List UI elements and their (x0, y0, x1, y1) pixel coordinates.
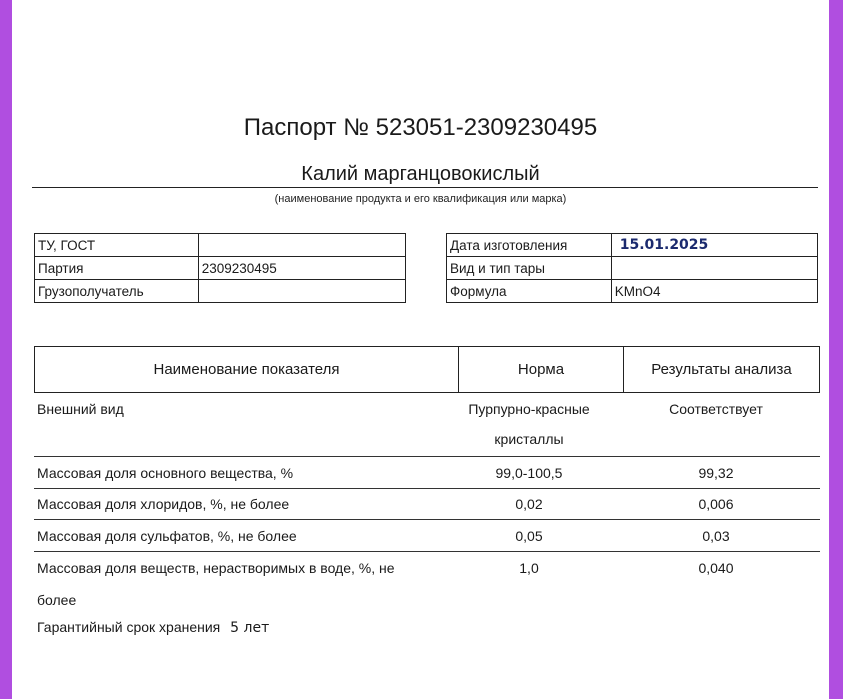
header-indicator-name: Наименование показателя (153, 361, 340, 378)
warranty-value: 5 лет (230, 620, 270, 636)
formula-value: KMnO4 (611, 280, 817, 303)
info-table-right (446, 233, 818, 303)
manufacture-date-value: 15.01.2025 (611, 234, 817, 257)
passport-page (12, 0, 829, 699)
info-table-left (34, 233, 406, 303)
row-appearance-norm-line1: Пурпурно-красные (468, 401, 590, 417)
table-row (447, 280, 818, 303)
row-insoluble-name-line2: более (37, 592, 77, 608)
row-insoluble-norm: 1,0 (519, 560, 539, 576)
row-divider (34, 456, 820, 457)
header-norm: Норма (517, 361, 565, 378)
analysis-header (34, 346, 820, 393)
table-row (35, 280, 406, 303)
row-divider (34, 519, 820, 520)
row-appearance-result: Соответствует (669, 401, 763, 417)
row-main-substance-result: 99,32 (698, 465, 734, 481)
row-chlorides-name: Массовая доля хлоридов, %, не более (37, 496, 290, 512)
table-row (35, 257, 406, 280)
table-row (447, 234, 818, 257)
consignee-value (198, 280, 405, 303)
manufacture-date-label: Дата изготовления (447, 234, 612, 257)
product-caption: (наименование продукта и его квалификация или марка) (274, 193, 567, 205)
table-row (35, 234, 406, 257)
row-sulfates-result: 0,03 (702, 528, 730, 544)
product-underline (32, 187, 818, 188)
header-results: Результаты анализа (651, 361, 792, 378)
consignee-label: Грузополучатель (35, 280, 199, 303)
table-row (447, 257, 818, 280)
row-appearance-norm-line2: кристаллы (494, 431, 564, 447)
row-divider (34, 551, 820, 552)
row-main-substance-norm: 99,0-100,5 (495, 465, 563, 481)
product-name: Калий марганцовокислый (301, 163, 540, 185)
tu-gost-value (198, 234, 405, 257)
batch-label: Партия (35, 257, 199, 280)
row-main-substance-name: Массовая доля основного вещества, % (37, 465, 294, 481)
row-chlorides-norm: 0,02 (515, 496, 543, 512)
row-sulfates-name: Массовая доля сульфатов, %, не более (37, 528, 297, 544)
container-type-label: Вид и тип тары (447, 257, 612, 280)
row-appearance-name: Внешний вид (37, 401, 124, 417)
warranty-line (37, 619, 269, 636)
row-sulfates-norm: 0,05 (515, 528, 543, 544)
row-insoluble-name-line1: Массовая доля веществ, нерастворимых в воде, %, не (37, 560, 395, 576)
warranty-label: Гарантийный срок хранения (37, 619, 221, 635)
formula-label: Формула (447, 280, 612, 303)
row-insoluble-result: 0,040 (698, 560, 734, 576)
row-chlorides-result: 0,006 (698, 496, 734, 512)
batch-value: 2309230495 (198, 257, 405, 280)
passport-title: Паспорт № 523051-2309230495 (243, 114, 598, 141)
container-type-value (611, 257, 817, 280)
row-divider (34, 488, 820, 489)
tu-gost-label: ТУ, ГОСТ (35, 234, 199, 257)
